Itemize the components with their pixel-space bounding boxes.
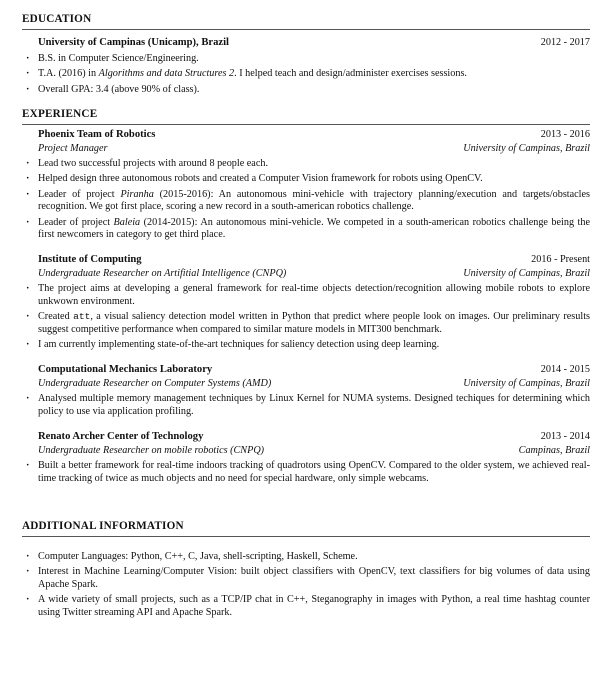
entry-place: Campinas, Brazil xyxy=(518,445,590,457)
list-item: · Leader of project Piranha (2015-2016): An autonomous mini-vehicle with trajectory planning/execution and targets/obstacles recognition. We got first place, scoring a new record in a south-american robotics challenge. xyxy=(22,189,590,214)
experience-entry xyxy=(22,128,590,241)
list-item: · Analysed multiple memory management techniques by Linux Kernel for NUMA systems. Designed techiques for determining which policy to use via application profiling. xyxy=(22,393,590,418)
section-divider xyxy=(22,536,590,537)
org-name: Computational Mechanics Laboratory xyxy=(38,364,213,376)
education-section xyxy=(22,12,590,96)
additional-section xyxy=(22,519,590,619)
education-bullets xyxy=(22,53,590,96)
list-item: · A wide variety of small projects, such as a TCP/IP chat in C++, Steganography in images with Python, a real time hashtag counter using Twitter streaming API and Apache Spark. xyxy=(22,594,590,619)
entry-dates: 2013 - 2016 xyxy=(540,129,590,140)
experience-entry xyxy=(22,253,590,351)
list-item: · I am currently implementing state-of-the-art techniques for saliency detection using deep learning. xyxy=(22,339,590,351)
entry-place: University of Campinas, Brazil xyxy=(463,268,590,280)
list-item: · Lead two successful projects with around 8 people each. xyxy=(22,158,590,170)
role-title: Undergraduate Researcher on mobile robotics (CNPQ) xyxy=(38,445,265,457)
list-item: · B.S. in Computer Science/Engineering. xyxy=(22,53,590,65)
role-title: Project Manager xyxy=(38,143,108,154)
list-item: · T.A. (2016) in Algorithms and data Structures 2. I helped teach and design/administer exercises sessions. xyxy=(22,68,590,80)
section-divider xyxy=(22,124,590,125)
list-item: · Leader of project Baleia (2014-2015): An autonomous mini-vehicle. We competed in a south-american robotics challenge being the first newcomers in category to get third place. xyxy=(22,217,590,242)
section-divider xyxy=(22,29,590,30)
role-title: Undergraduate Researcher on Computer Systems (AMD) xyxy=(38,378,272,390)
entry-bullets xyxy=(22,283,590,351)
org-name: Institute of Computing xyxy=(38,254,142,266)
list-item: · Helped design three autonomous robots and created a Computer Vision framework for robots using OpenCV. xyxy=(22,173,590,185)
experience-entry xyxy=(22,430,590,485)
education-heading: EDUCATION xyxy=(22,13,92,25)
additional-heading: ADDITIONAL INFORMATION xyxy=(22,520,184,532)
entry-place: University of Campinas, Brazil xyxy=(463,143,590,154)
entry-dates: 2014 - 2015 xyxy=(540,364,590,376)
entry-dates: 2013 - 2014 xyxy=(540,431,590,443)
org-name: Renato Archer Center of Technology xyxy=(38,431,204,443)
list-item: · Computer Languages: Python, C++, C, Java, shell-scripting, Haskell, Scheme. xyxy=(22,551,590,563)
org-name: Phoenix Team of Robotics xyxy=(38,129,156,140)
school-name: University of Campinas (Unicamp), Brazil xyxy=(38,37,229,48)
list-item: · Created att, a visual saliency detection model written in Python that predict where people look on images. Our preliminary results suggest competitive performance when compared to similar mature models in MIT300 benchmark. xyxy=(22,311,590,336)
entry-place: University of Campinas, Brazil xyxy=(463,378,590,390)
education-entry xyxy=(38,36,590,50)
list-item: · Overall GPA: 3.4 (above 90% of class). xyxy=(22,84,590,96)
list-item: · The project aims at developing a general framework for real-time objects detection/recognition allowing mobile robots to explore unkwown environment. xyxy=(22,283,590,308)
role-title: Undergraduate Researcher on Artifitial Intelligence (CNPQ) xyxy=(38,268,287,280)
experience-entry xyxy=(22,363,590,418)
entry-bullets xyxy=(22,158,590,241)
education-dates: 2012 - 2017 xyxy=(540,37,590,48)
entry-bullets xyxy=(22,460,590,485)
list-item: · Interest in Machine Learning/Computer Vision: built object classifiers with OpenCV, text classifiers for big volumes of data using Apache Spark. xyxy=(22,566,590,591)
additional-bullets xyxy=(22,551,590,619)
entry-bullets xyxy=(22,393,590,418)
experience-section xyxy=(22,107,590,485)
list-item: · Built a better framework for real-time indoors tracking of quadrotors using OpenCV. Compared to the older system, we achieved real-time tracking of twice as much objects and no need for special hardware, only simple webcams. xyxy=(22,460,590,485)
entry-dates: 2016 - Present xyxy=(531,254,590,266)
experience-heading: EXPERIENCE xyxy=(22,108,98,120)
